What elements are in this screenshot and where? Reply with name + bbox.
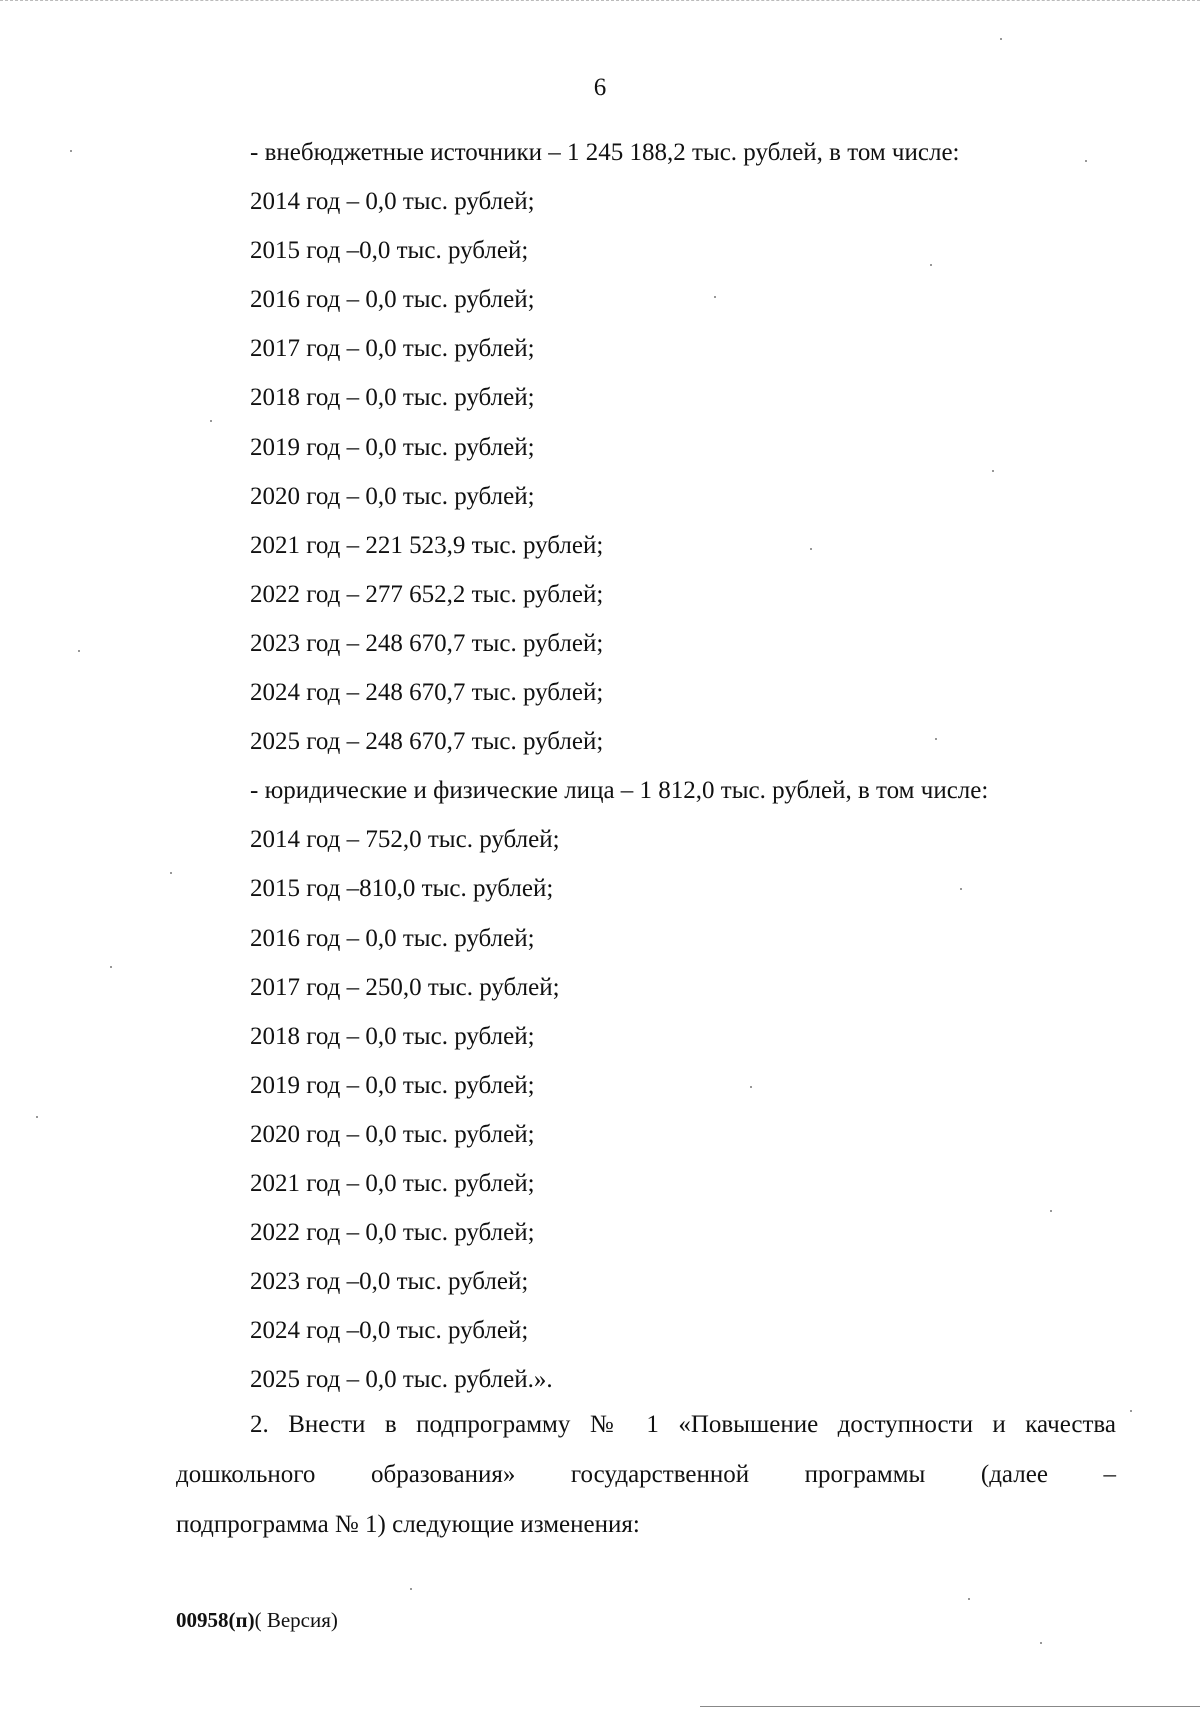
year-line: 2019 год – 0,0 тыс. рублей; bbox=[250, 1071, 535, 1099]
year-line: 2015 год –810,0 тыс. рублей; bbox=[250, 875, 554, 903]
bottom-edge-rule bbox=[700, 1706, 1200, 1707]
section-heading-legal-persons: - юридические и физические лица – 1 812,0 тыс. рублей, в том числе: bbox=[250, 777, 989, 805]
document-version: ( Версия) bbox=[254, 1608, 338, 1632]
year-line: 2025 год – 248 670,7 тыс. рублей; bbox=[250, 728, 604, 756]
year-line: 2017 год – 250,0 тыс. рублей; bbox=[250, 973, 560, 1001]
document-footer bbox=[176, 1608, 338, 1633]
scan-speck bbox=[170, 872, 172, 874]
scan-speck bbox=[1085, 160, 1087, 162]
year-line: 2018 год – 0,0 тыс. рублей; bbox=[250, 1022, 535, 1050]
year-line: 2021 год – 0,0 тыс. рублей; bbox=[250, 1169, 535, 1197]
year-line: 2018 год – 0,0 тыс. рублей; bbox=[250, 384, 535, 412]
year-line: 2023 год –0,0 тыс. рублей; bbox=[250, 1268, 529, 1296]
paragraph-line-1: 2. Внести в подпрограмму № 1 «Повышение доступности и качества bbox=[250, 1411, 1116, 1438]
amendment-paragraph bbox=[176, 1400, 1116, 1550]
scan-speck bbox=[210, 420, 212, 422]
paragraph-line-2: дошкольного образования» государственной программы (далее – bbox=[176, 1461, 1116, 1488]
scan-speck bbox=[968, 1598, 970, 1600]
year-line: 2015 год –0,0 тыс. рублей; bbox=[250, 237, 529, 265]
section-heading-offbudget: - внебюджетные источники – 1 245 188,2 тыс. рублей, в том числе: bbox=[250, 139, 960, 166]
scan-speck bbox=[78, 650, 80, 652]
top-edge-rule bbox=[0, 0, 1200, 3]
year-line: 2021 год – 221 523,9 тыс. рублей; bbox=[250, 531, 604, 559]
scan-speck bbox=[1130, 1410, 1132, 1412]
year-line: 2020 год – 0,0 тыс. рублей; bbox=[250, 482, 535, 510]
year-line: 2024 год – 248 670,7 тыс. рублей; bbox=[250, 679, 604, 707]
scan-speck bbox=[960, 888, 962, 890]
scan-speck bbox=[935, 738, 937, 740]
year-line: 2016 год – 0,0 тыс. рублей; bbox=[250, 924, 535, 952]
scan-speck bbox=[70, 150, 72, 152]
year-line: 2023 год – 248 670,7 тыс. рублей; bbox=[250, 629, 604, 657]
scan-speck bbox=[930, 264, 932, 266]
year-line: 2019 год – 0,0 тыс. рублей; bbox=[250, 433, 535, 461]
year-line: 2025 год – 0,0 тыс. рублей.». bbox=[250, 1366, 553, 1394]
scan-speck bbox=[810, 548, 812, 550]
scan-speck bbox=[750, 1086, 752, 1088]
scan-speck bbox=[992, 470, 994, 472]
scan-speck bbox=[36, 1116, 38, 1118]
scan-speck bbox=[110, 966, 112, 968]
page-number: 6 bbox=[593, 74, 607, 101]
year-line: 2017 год – 0,0 тыс. рублей; bbox=[250, 335, 535, 363]
paragraph-line-3: подпрограмма № 1) следующие изменения: bbox=[176, 1511, 640, 1538]
scan-speck bbox=[410, 1588, 412, 1590]
document-code: 00958(п) bbox=[176, 1608, 255, 1632]
year-line: 2014 год – 752,0 тыс. рублей; bbox=[250, 826, 560, 854]
year-line: 2016 год – 0,0 тыс. рублей; bbox=[250, 286, 535, 314]
year-line: 2020 год – 0,0 тыс. рублей; bbox=[250, 1120, 535, 1148]
funding-list bbox=[250, 128, 1130, 1404]
year-line: 2022 год – 0,0 тыс. рублей; bbox=[250, 1219, 535, 1247]
year-line: 2014 год – 0,0 тыс. рублей; bbox=[250, 188, 535, 216]
year-line: 2022 год – 277 652,2 тыс. рублей; bbox=[250, 580, 604, 608]
scan-speck bbox=[1040, 1642, 1042, 1644]
year-line: 2024 год –0,0 тыс. рублей; bbox=[250, 1317, 529, 1345]
scan-speck bbox=[1000, 38, 1002, 40]
scan-speck bbox=[1050, 1210, 1052, 1212]
scan-speck bbox=[714, 296, 716, 298]
